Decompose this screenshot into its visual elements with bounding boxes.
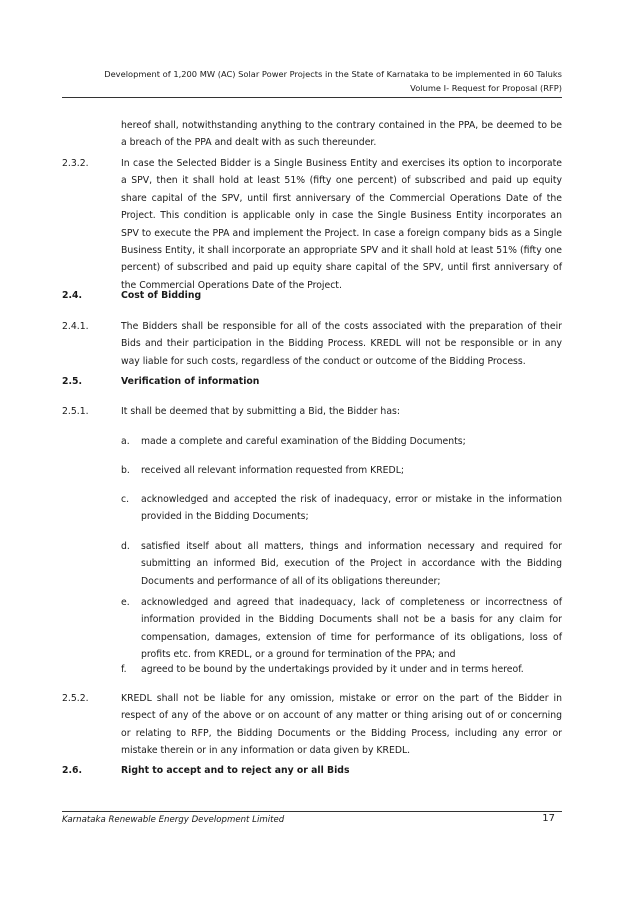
section-title-2-5: Verification of information: [121, 376, 260, 387]
clause-2-4-1: The Bidders shall be responsible for all of the costs associated with the preparation of their Bids and their participation in the Bidding Process. KREDL will not be responsible or in any way liable for such costs, regardless of the conduct or outcome of the Bidding Process.: [121, 321, 562, 367]
section-number-2-4: 2.4.: [62, 290, 83, 301]
header-title: Development of 1,200 MW (AC) Solar Power Projects in the State of Karnataka to be implemented in 60 Taluks: [104, 69, 562, 79]
list-item-label: e.: [121, 597, 130, 608]
clause-number-2-5-1: 2.5.1.: [62, 406, 89, 417]
list-item: acknowledged and agreed that inadequacy, lack of completeness or incorrectness of information provided in the Bidding Documents shall not be a basis for any claim for compensation, damages, extension of time for performance of its obligations, loss of profits etc. from KREDL, or a ground for termination of the PPA; and: [141, 597, 562, 661]
list-item: acknowledged and accepted the risk of inadequacy, error or mistake in the information provided in the Bidding Documents;: [141, 494, 562, 523]
list-item: agreed to be bound by the undertakings provided by it under and in terms hereof.: [141, 664, 524, 675]
list-item-label: d.: [121, 541, 130, 552]
footer-divider: [62, 811, 562, 812]
section-number-2-6: 2.6.: [62, 765, 83, 776]
page-number: 17: [542, 813, 555, 824]
list-item: satisfied itself about all matters, things and information necessary and required for submitting an informed Bid, execution of the Project in accordance with the Bidding Documents and performance of all of its obligations thereunder;: [141, 541, 562, 587]
list-item-label: b.: [121, 465, 130, 476]
list-item: made a complete and careful examination of the Bidding Documents;: [141, 436, 466, 447]
footer-organization: Karnataka Renewable Energy Development Limited: [62, 815, 285, 825]
continued-paragraph: hereof shall, notwithstanding anything to the contrary contained in the PPA, be deemed to be a breach of the PPA and dealt with as such thereunder.: [121, 120, 562, 149]
clause-number-2-3-2: 2.3.2.: [62, 158, 89, 169]
section-number-2-5: 2.5.: [62, 376, 83, 387]
list-item-label: c.: [121, 494, 130, 505]
header-volume: Volume I- Request for Proposal (RFP): [410, 83, 562, 93]
clause-number-2-5-2: 2.5.2.: [62, 693, 89, 704]
section-title-2-6: Right to accept and to reject any or all Bids: [121, 765, 350, 776]
clause-number-2-4-1: 2.4.1.: [62, 321, 89, 332]
list-item-label: f.: [121, 664, 127, 675]
list-item-label: a.: [121, 436, 130, 447]
clause-2-5-2: KREDL shall not be liable for any omission, mistake or error on the part of the Bidder in respect of any of the above or on account of any matter or thing arising out of or concerning or relating to RFP, the Bidding Documents or the Bidding Process, including any error or mistake therein or in any information or data given by KREDL.: [121, 693, 562, 757]
header-divider: [62, 97, 562, 98]
list-item: received all relevant information requested from KREDL;: [141, 465, 404, 476]
clause-2-5-1: It shall be deemed that by submitting a Bid, the Bidder has:: [121, 406, 401, 417]
section-title-2-4: Cost of Bidding: [121, 290, 202, 301]
clause-2-3-2: In case the Selected Bidder is a Single Business Entity and exercises its option to incorporate a SPV, then it shall hold at least 51% (fifty one percent) of subscribed and paid up equity share capital of the SPV, until first anniversary of the Commercial Operations Date of the Project. This condition is applicable only in case the Single Business Entity incorporates an SPV to execute the PPA and implement the Project. In case a foreign company bids as a Single Business Entity, it shall incorporate an appropriate SPV and it shall hold at least 51% (fifty one percent) of subscribed and paid up equity share capital of the SPV, until first anniversary of the Commercial Operations Date of the Project.: [121, 158, 562, 291]
